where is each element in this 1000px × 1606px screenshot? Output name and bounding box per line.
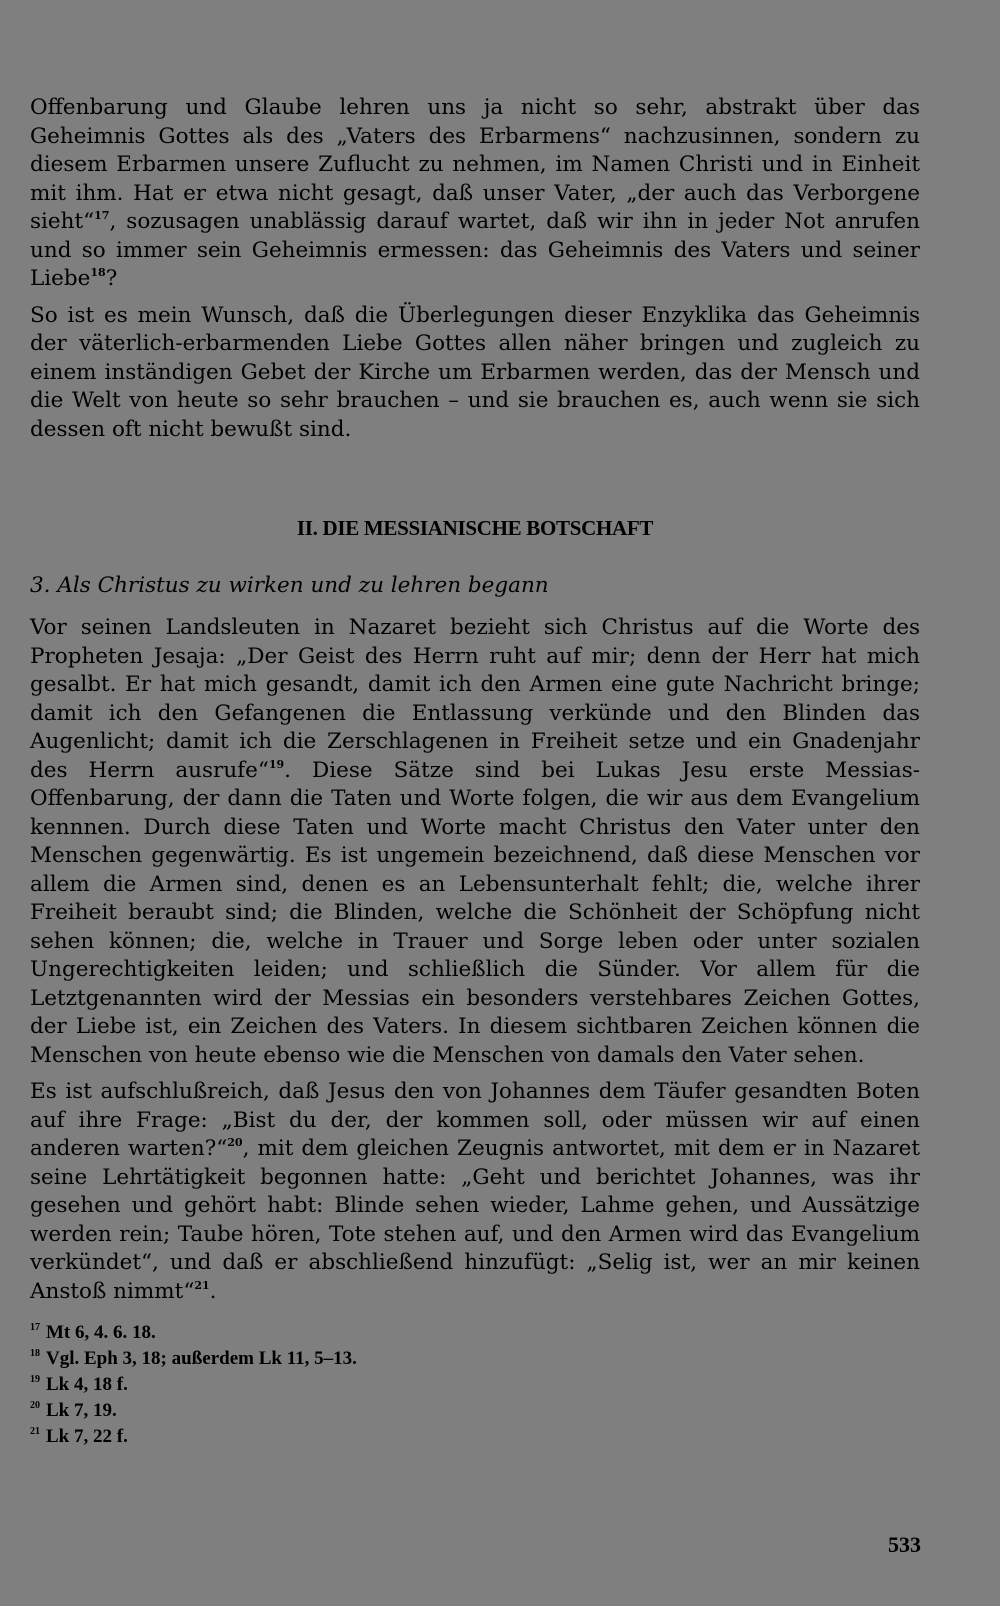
paragraph-text: , sozusagen unablässig darauf wartet, daß wir ihn in jeder Not anrufen und so immer sein Geheimnis ermessen: das Geheimnis des Vaters und seiner Liebe xyxy=(30,209,920,291)
footnote-text: Mt 6, 4. 6. 18. xyxy=(46,1322,156,1343)
page-number: 533 xyxy=(888,1532,921,1557)
footnote xyxy=(30,1398,920,1424)
paragraph-text: So ist es mein Wunsch, daß die Überlegungen dieser Enzyklika das Geheimnis der väterlich-erbarmenden Liebe Gottes allen näher bringen und zugleich zu einem inständigen Gebet der Kirche um Erbarmen werden, das der Mensch und die Welt von heute so sehr brauchen – und sie brauchen es, auch wenn sie sich dessen oft nicht bewußt sind. xyxy=(30,302,920,442)
footnote xyxy=(30,1424,920,1450)
paragraph xyxy=(30,302,920,445)
footnote-text: Lk 4, 18 f. xyxy=(46,1374,128,1395)
section-heading: II. DIE MESSIANISCHE BOTSCHAFT xyxy=(296,516,654,540)
footnote-ref: 18 xyxy=(90,266,106,279)
footnote-text: Lk 7, 19. xyxy=(46,1400,117,1421)
paragraph-text: Vor seinen Landsleuten in Nazaret bezieht sich Christus auf die Worte des Propheten Jesaja: „Der Geist des Herrn ruht auf mir; denn der Herr hat mich gesalbt. Er hat mich gesandt, damit ich den Armen eine gute Nachricht bringe; damit ich den Gefangenen die Entlassung verkünde und den Blinden das Augenlicht; damit ich die Zerschlagenen in Freiheit setze und ein Gnadenjahr des Herrn ausrufe“ xyxy=(30,615,920,783)
footnote-text: Lk 7, 22 f. xyxy=(46,1426,128,1447)
footnote-ref: 21 xyxy=(194,1278,210,1292)
paragraph-text: , mit dem gleichen Zeugnis antwortet, mit dem er in Nazaret seine Lehrtätigkeit begonnen hatte: „Geht und berichtet Johannes, was ihr gesehen und gehört habt: Blinde sehen wieder, Lahme gehen, und Aussätzige werden rein; Taube hören, Tote stehen auf, und den Armen wird das Evangelium verkündet“, und daß er abschließend hinzufügt: „Selig ist, wer an mir keinen Anstoß nimmt“ xyxy=(30,1136,921,1304)
footnote-ref: 17 xyxy=(94,209,110,222)
paragraph-text: Offenbarung und Glaube lehren uns ja nicht so sehr, abstrakt über das Geheimnis Gottes als des „Vaters des Erbarmens“ nachzusinnen, sondern zu diesem Erbarmen unsere Zuflucht zu nehmen, im Namen Christi und in Einheit mit ihm. Hat er etwa nicht gesagt, daß unser Vater, „der auch das Verborgene sieht“ xyxy=(30,95,920,234)
footnote-number: 17 xyxy=(30,1322,40,1333)
footnote-text: Vgl. Eph 3, 18; außerdem Lk 11, 5–13. xyxy=(46,1348,357,1369)
intro-section xyxy=(30,94,920,444)
footnote xyxy=(30,1346,920,1372)
paragraph xyxy=(30,614,920,1070)
footnote-number: 19 xyxy=(30,1374,40,1385)
subsection-heading: 3. Als Christus zu wirken und zu lehren begann xyxy=(30,573,549,598)
footnote xyxy=(30,1320,920,1346)
footnotes xyxy=(30,1320,920,1450)
footnote-ref: 19 xyxy=(268,757,285,771)
footnote-number: 20 xyxy=(30,1400,40,1411)
page-content xyxy=(30,94,920,1450)
footnote-number: 18 xyxy=(30,1348,40,1359)
paragraph-text: . xyxy=(209,1278,217,1304)
paragraph-text: . Diese Sätze sind bei Lukas Jesu erste Messias-Offenbarung, der dann die Taten und Worte folgen, die wir aus dem Evangelium kennnen. Durch diese Taten und Worte macht Christus den Vater unter den Menschen gegenwärtig. Es ist ungemein bezeichnend, daß diese Menschen vor allem die Armen sind, denen es an Lebensunterhalt fehlt; die, welche ihrer Freiheit beraubt sind; die Blinden, welche die Schönheit der Schöpfung nicht sehen können; die, welche in Trauer und Sorge leben oder unter sozialen Ungerechtigkeiten leiden; und schließlich die Sünder. Vor allem für die Letztgenannten wird der Messias ein besonders verstehbares Zeichen Gottes, der Liebe ist, ein Zeichen des Vaters. In diesem sichtbaren Zeichen können die Menschen von heute ebenso wie die Menschen von damals den Vater sehen. xyxy=(30,757,920,1068)
footnote-number: 21 xyxy=(30,1426,40,1437)
paragraph xyxy=(30,1078,920,1306)
paragraph-text: Es ist aufschlußreich, daß Jesus den von Johannes dem Täufer gesandten Boten auf ihre Frage: „Bist du der, der kommen soll, oder müssen wir auf einen anderen warten?“ xyxy=(30,1079,920,1161)
footnote-ref: 20 xyxy=(227,1136,243,1149)
footnote xyxy=(30,1372,920,1398)
main-section xyxy=(30,614,920,1306)
paragraph-text: ? xyxy=(105,266,118,291)
paragraph xyxy=(30,94,920,294)
